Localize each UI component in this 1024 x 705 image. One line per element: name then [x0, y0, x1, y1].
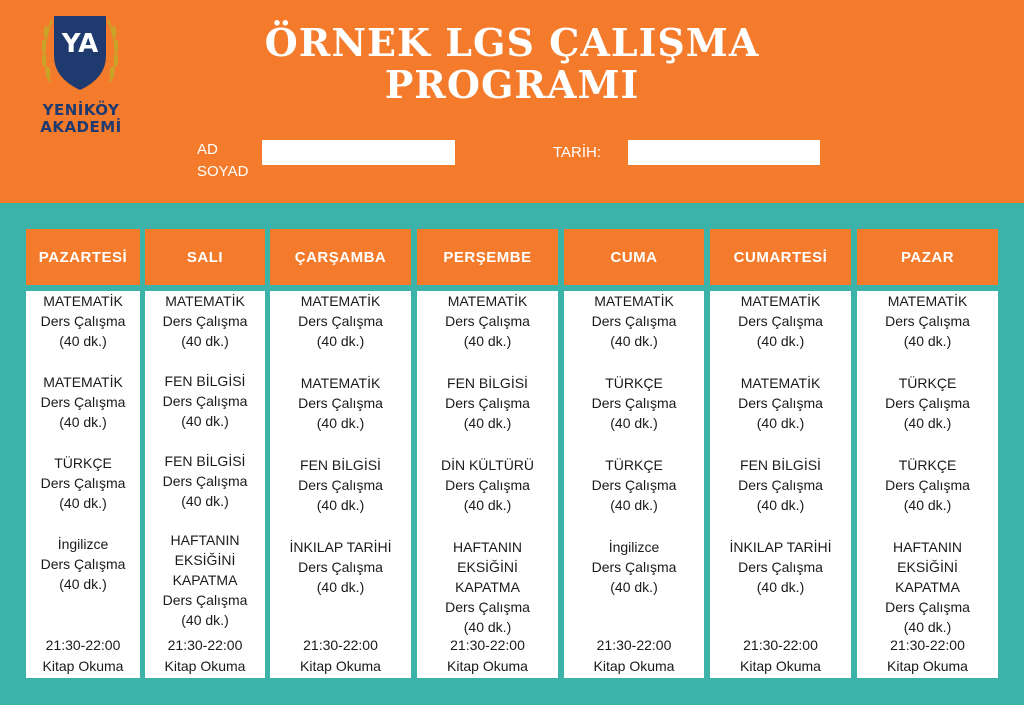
reading-time: 21:30-22:00 — [890, 637, 965, 653]
slot-text: (40 dk.) — [903, 497, 952, 513]
name-field[interactable] — [262, 140, 455, 165]
day-header: CUMA — [564, 229, 704, 285]
study-slot — [564, 291, 704, 351]
subject-label: FEN BİLGİSİ — [164, 453, 246, 469]
slot-text: (40 dk.) — [463, 333, 512, 349]
title-line-1: ÖRNEK LGS ÇALIŞMA — [264, 20, 760, 65]
study-slot — [857, 373, 998, 433]
day-header: PAZARTESİ — [26, 229, 140, 285]
slot-text: (40 dk.) — [610, 333, 658, 349]
yenikoy-akademi-logo — [22, 8, 140, 142]
logo-wordmark — [22, 102, 140, 136]
day-schedule-card — [26, 291, 140, 678]
slot-text: Ders Çalışma — [298, 477, 383, 493]
slot-text: (40 dk.) — [181, 493, 229, 509]
reading-label: Kitap Okuma — [593, 658, 675, 674]
subject-label: MATEMATİK — [300, 293, 381, 309]
reading-slot — [417, 635, 558, 677]
slot-text: (40 dk.) — [463, 415, 512, 431]
subject-label: TÜRKÇE — [605, 375, 663, 391]
name-label-line-1: AD — [197, 141, 218, 158]
slot-text: (40 dk.) — [463, 619, 512, 635]
study-slot — [145, 371, 265, 431]
study-slot — [145, 291, 265, 351]
slot-text: Ders Çalışma — [591, 559, 677, 575]
study-slot — [26, 291, 140, 351]
reading-time: 21:30-22:00 — [45, 637, 121, 653]
day-column — [857, 229, 998, 678]
slot-text: (40 dk.) — [59, 576, 107, 592]
subject-label: MATEMATİK — [43, 374, 123, 390]
day-schedule-card — [564, 291, 704, 678]
slot-text: (40 dk.) — [903, 415, 952, 431]
page-title — [180, 22, 844, 106]
slot-text: (40 dk.) — [59, 414, 107, 430]
study-slot — [710, 291, 851, 351]
subject-label: MATEMATİK — [43, 293, 123, 309]
day-column — [145, 229, 265, 678]
study-slot — [710, 537, 851, 597]
subject-label: HAFTANIN — [893, 539, 962, 555]
name-label-line-2: SOYAD — [197, 163, 249, 180]
logo-line-2: AKADEMİ — [40, 118, 122, 136]
slot-text: (40 dk.) — [316, 579, 365, 595]
slot-text: Ders Çalışma — [162, 313, 248, 329]
reading-time: 21:30-22:00 — [596, 637, 672, 653]
subject-label: FEN BİLGİSİ — [164, 373, 246, 389]
slot-text: (40 dk.) — [59, 333, 107, 349]
subject-label: İngilizce — [608, 539, 660, 555]
study-slot — [564, 537, 704, 597]
study-slot — [26, 372, 140, 432]
slot-text: (40 dk.) — [610, 579, 658, 595]
slot-text: EKSİĞİNİ — [174, 552, 236, 568]
slot-text: Ders Çalışma — [885, 313, 970, 329]
subject-label: MATEMATİK — [165, 293, 245, 309]
slot-text: Ders Çalışma — [885, 477, 970, 493]
reading-slot — [564, 635, 704, 677]
slot-text: Ders Çalışma — [40, 313, 126, 329]
slot-text: (40 dk.) — [316, 333, 365, 349]
subject-label: MATEMATİK — [447, 293, 528, 309]
reading-slot — [145, 635, 265, 677]
slot-text: Ders Çalışma — [591, 477, 677, 493]
day-column — [26, 229, 140, 678]
study-slot — [710, 373, 851, 433]
slot-text: Ders Çalışma — [162, 393, 248, 409]
reading-slot — [710, 635, 851, 677]
slot-text: (40 dk.) — [316, 497, 365, 513]
slot-text: Ders Çalışma — [885, 599, 970, 615]
slot-text: (40 dk.) — [610, 497, 658, 513]
study-slot — [417, 373, 558, 433]
slot-text: KAPATMA — [895, 579, 960, 595]
subject-label: İngilizce — [57, 536, 109, 552]
reading-slot — [857, 635, 998, 677]
slot-text: (40 dk.) — [756, 415, 805, 431]
subject-label: MATEMATİK — [300, 375, 381, 391]
slot-text: (40 dk.) — [181, 413, 229, 429]
subject-label: HAFTANIN — [170, 532, 240, 548]
slot-text: Ders Çalışma — [40, 475, 126, 491]
subject-label: MATEMATİK — [740, 375, 821, 391]
reading-label: Kitap Okuma — [300, 658, 381, 674]
slot-text: Ders Çalışma — [162, 473, 248, 489]
reading-label: Kitap Okuma — [164, 658, 246, 674]
study-slot — [564, 373, 704, 433]
day-column — [564, 229, 704, 678]
title-line-2: PROGRAMI — [384, 62, 640, 107]
slot-text: Ders Çalışma — [445, 395, 530, 411]
slot-text: (40 dk.) — [181, 612, 229, 628]
subject-label: İNKILAP TARİHİ — [729, 539, 832, 555]
slot-text: Ders Çalışma — [298, 395, 383, 411]
slot-text: KAPATMA — [172, 572, 238, 588]
reading-time: 21:30-22:00 — [303, 637, 378, 653]
slot-text: (40 dk.) — [316, 415, 365, 431]
study-slot — [710, 455, 851, 515]
subject-label: MATEMATİK — [594, 293, 674, 309]
slot-text: (40 dk.) — [463, 497, 512, 513]
slot-text: (40 dk.) — [59, 495, 107, 511]
date-label: TARİH: — [553, 144, 602, 161]
subject-label: TÜRKÇE — [898, 457, 957, 473]
header — [0, 0, 1024, 203]
date-field[interactable] — [628, 140, 820, 165]
slot-text: (40 dk.) — [756, 579, 805, 595]
slot-text: Ders Çalışma — [738, 559, 823, 575]
slot-text: Ders Çalışma — [591, 395, 677, 411]
slot-text: Ders Çalışma — [738, 477, 823, 493]
slot-text: Ders Çalışma — [298, 313, 383, 329]
slot-text: EKSİĞİNİ — [457, 559, 518, 575]
study-slot — [145, 451, 265, 511]
reading-slot — [270, 635, 411, 677]
study-slot — [145, 530, 265, 630]
reading-label: Kitap Okuma — [42, 658, 124, 674]
day-column — [270, 229, 411, 678]
subject-label: TÜRKÇE — [605, 457, 663, 473]
study-slot — [270, 373, 411, 433]
slot-text: Ders Çalışma — [40, 394, 126, 410]
slot-text: (40 dk.) — [903, 333, 952, 349]
day-column — [417, 229, 558, 678]
study-slot — [857, 455, 998, 515]
subject-label: HAFTANIN — [453, 539, 522, 555]
shield-laurel-icon — [42, 12, 118, 92]
subject-label: FEN BİLGİSİ — [300, 457, 381, 473]
slot-text: Ders Çalışma — [40, 556, 126, 572]
slot-text: Ders Çalışma — [885, 395, 970, 411]
subject-label: MATEMATİK — [887, 293, 968, 309]
day-header: CUMARTESİ — [710, 229, 851, 285]
slot-text: Ders Çalışma — [445, 477, 530, 493]
day-header: PERŞEMBE — [417, 229, 558, 285]
day-column — [710, 229, 851, 678]
slot-text: Ders Çalışma — [445, 599, 530, 615]
slot-text: Ders Çalışma — [298, 559, 383, 575]
slot-text: Ders Çalışma — [738, 313, 823, 329]
day-header: PAZAR — [857, 229, 998, 285]
subject-label: TÜRKÇE — [54, 455, 112, 471]
slot-text: (40 dk.) — [181, 333, 229, 349]
subject-label: TÜRKÇE — [898, 375, 957, 391]
study-slot — [270, 291, 411, 351]
reading-slot — [26, 635, 140, 677]
slot-text: (40 dk.) — [756, 497, 805, 513]
subject-label: İNKILAP TARİHİ — [289, 539, 392, 555]
study-slot — [26, 534, 140, 594]
subject-label: FEN BİLGİSİ — [740, 457, 821, 473]
slot-text: Ders Çalışma — [591, 313, 677, 329]
slot-text: Ders Çalışma — [162, 592, 248, 608]
study-slot — [270, 537, 411, 597]
slot-text: KAPATMA — [455, 579, 520, 595]
day-header: SALI — [145, 229, 265, 285]
study-slot — [564, 455, 704, 515]
day-schedule-card — [270, 291, 411, 678]
study-slot — [417, 455, 558, 515]
reading-label: Kitap Okuma — [887, 658, 968, 674]
reading-time: 21:30-22:00 — [450, 637, 525, 653]
slot-text: (40 dk.) — [756, 333, 805, 349]
subject-label: FEN BİLGİSİ — [447, 375, 528, 391]
day-schedule-card — [710, 291, 851, 678]
slot-text: (40 dk.) — [903, 619, 952, 635]
day-schedule-card — [417, 291, 558, 678]
slot-text: EKSİĞİNİ — [897, 559, 958, 575]
study-slot — [26, 453, 140, 513]
logo-monogram: YA — [61, 29, 99, 59]
reading-label: Kitap Okuma — [447, 658, 528, 674]
name-label — [197, 139, 257, 183]
study-slot — [857, 537, 998, 637]
study-slot — [417, 537, 558, 637]
study-slot — [857, 291, 998, 351]
reading-time: 21:30-22:00 — [167, 637, 243, 653]
study-slot — [270, 455, 411, 515]
study-slot — [417, 291, 558, 351]
slot-text: Ders Çalışma — [738, 395, 823, 411]
slot-text: Ders Çalışma — [445, 313, 530, 329]
subject-label: MATEMATİK — [740, 293, 821, 309]
reading-label: Kitap Okuma — [740, 658, 821, 674]
subject-label: DİN KÜLTÜRÜ — [440, 457, 535, 473]
day-header: ÇARŞAMBA — [270, 229, 411, 285]
reading-time: 21:30-22:00 — [743, 637, 818, 653]
day-schedule-card — [145, 291, 265, 678]
day-schedule-card — [857, 291, 998, 678]
logo-line-1: YENİKÖY — [42, 101, 120, 119]
slot-text: (40 dk.) — [610, 415, 658, 431]
